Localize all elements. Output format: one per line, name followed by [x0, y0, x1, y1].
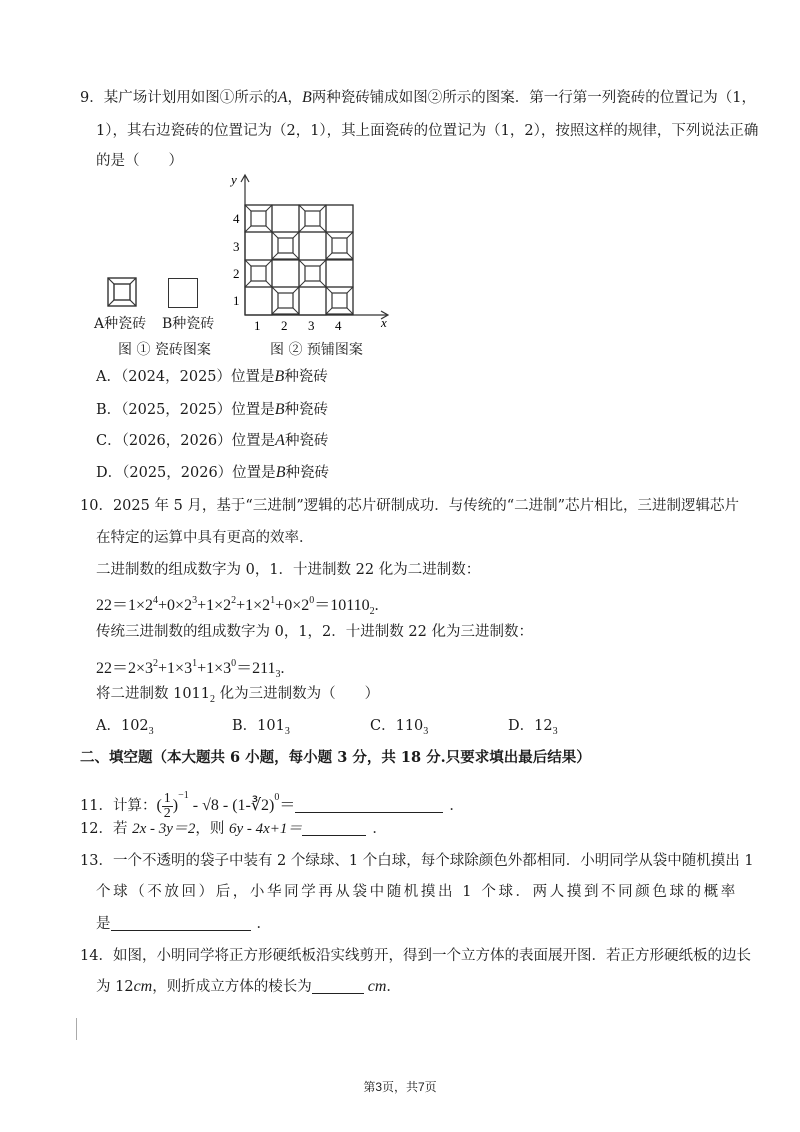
tile-a-icon: [107, 277, 137, 307]
figure-1-caption: 图 ① 瓷砖图案: [118, 342, 211, 358]
q11-line: 11．计算：( $\frac{1}{2}$ )$^{-1}$ - √8 - (1-∛2)$^0$＝ ．: [80, 790, 464, 821]
margin-mark: [76, 1018, 77, 1040]
page-footer: 第3页，共7页: [363, 1080, 437, 1094]
figure-2-grid: [225, 170, 395, 332]
q10-line-1: 10．2025 年 5 月，基于“三进制”逻辑的芯片研制成功．与传统的“二进制”芯片相比，三进制逻辑芯片: [80, 498, 740, 514]
q12-answer-blank[interactable]: [302, 819, 366, 836]
q9-option-a: A．（2024，2025）位置是B种瓷砖: [96, 368, 328, 385]
q13-line-1: 13．一个不透明的袋子中装有 2 个绿球、1 个白球，每个球除颜色外都相同．小明同学从袋中随机摸出 1: [80, 853, 754, 869]
q9-option-b: B．（2025，2025）位置是B种瓷砖: [96, 401, 328, 418]
x-axis-label: x: [381, 315, 387, 330]
y-axis-label: y: [231, 172, 237, 187]
tile-a-label: A种瓷砖: [94, 316, 147, 332]
q10-option-d: D．$12_3$: [508, 718, 558, 737]
q10-line-5: 传统三进制数的组成数字为 0，1，2．十进制数 22 化为三进制数：: [96, 624, 533, 640]
q10-line-2: 在特定的运算中具有更高的效率．: [96, 530, 314, 546]
q14-line-2: 为 12cm，则折成立方体的棱长为 cm．: [96, 978, 401, 995]
figure-2-caption: 图 ② 预铺图案: [270, 342, 363, 358]
q10-line-3: 二进制数的组成数字为 0，1．十进制数 22 化为二进制数：: [96, 562, 481, 578]
q9-line-1: 9．某广场计划用如图①所示的A，B两种瓷砖铺成如图②所示的图案．第一行第一列瓷砖的位置记为（1，: [80, 89, 757, 106]
q11-answer-blank[interactable]: [295, 796, 443, 813]
q13-line-2: 个球（不放回）后，小华同学再从袋中随机摸出 1 个球．两人摸到不同颜色球的概率: [96, 884, 738, 900]
q10-option-b: B．$101_3$: [232, 718, 290, 737]
section-2-heading: 二、填空题（本大题共 6 小题，每小题 3 分，共 18 分.只要求填出最后结果）: [80, 749, 591, 766]
x-tick-4: 4: [335, 318, 342, 332]
q10-option-c: C．$110_3$: [370, 718, 429, 737]
q10-ternary-equation: $22=2\times 3^2+1\times 3^1+1\times 3^0=211_3$.: [96, 658, 285, 680]
x-tick-2: 2: [281, 318, 288, 332]
y-tick-2: 2: [233, 266, 240, 281]
x-tick-3: 3: [308, 318, 315, 332]
q14-answer-blank[interactable]: [312, 977, 364, 994]
q9-line-2: 1），其右边瓷砖的位置记为（2，1），其上面瓷砖的位置记为（1，2），按照这样的规律，下列说法正确: [96, 123, 759, 139]
q9-line-3: 的是（ ）: [96, 153, 183, 169]
q9-option-c: C．（2026，2026）位置是A种瓷砖: [96, 432, 329, 449]
q10-binary-equation: $22=1\times 2^4+0\times 2^3+1\times 2^2+1\times 2^1+0\times 2^0=10110_2$.: [96, 595, 379, 617]
tile-b-label: B种瓷砖: [162, 316, 215, 332]
q9-option-d: D．（2025，2026）位置是B种瓷砖: [96, 464, 329, 481]
y-tick-4: 4: [233, 211, 240, 226]
x-tick-1: 1: [254, 318, 261, 332]
q14-line-1: 14．如图，小明同学将正方形硬纸板沿实线剪开，得到一个立方体的表面展开图．若正方形硬纸板的边长: [80, 948, 751, 964]
q10-line-7: 将二进制数 $1011_2$ 化为三进制数为（ ）: [96, 686, 380, 705]
y-tick-1: 1: [233, 293, 240, 308]
q12-line: 12．若 2x - 3y＝2，则 6y - 4x+1＝ ．: [80, 821, 387, 837]
q10-option-a: A．$102_3$: [96, 718, 154, 737]
q13-answer-blank[interactable]: [111, 914, 251, 931]
q13-line-3: 是 ．: [96, 916, 271, 932]
tile-b-icon: [168, 278, 198, 308]
y-tick-3: 3: [233, 239, 240, 254]
